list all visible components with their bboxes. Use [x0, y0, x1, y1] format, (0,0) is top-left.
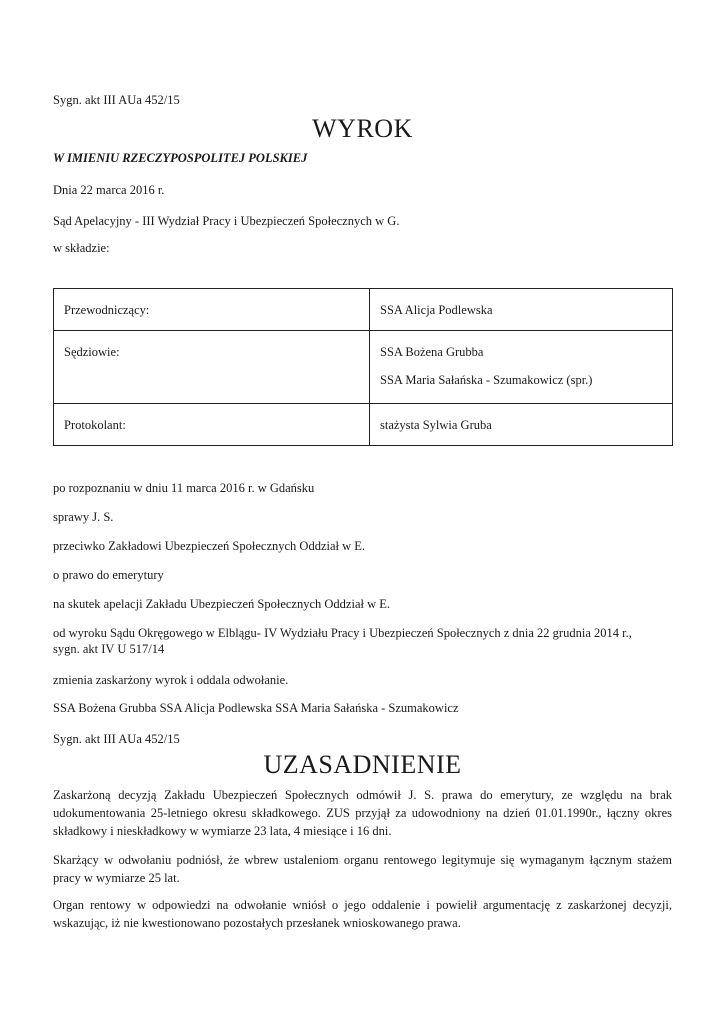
judges-signature: SSA Bożena Grubba SSA Alicja Podlewska SSA Maria Sałańska - Szumakowicz: [53, 701, 459, 715]
judge-name: SSA Maria Sałańska - Szumakowicz (spr.): [380, 373, 593, 387]
role-cell: [54, 404, 370, 446]
names-cell: [370, 404, 673, 446]
judgment-subtitle: W IMIENIU RZECZYPOSPOLITEJ POLSKIEJ: [53, 151, 308, 165]
appeal-text: na skutek apelacji Zakładu Ubezpieczeń Społecznych Oddział w E.: [53, 597, 391, 611]
judgment-date: Dnia 22 marca 2016 r.: [53, 183, 165, 197]
case-signature: Sygn. akt III AUa 452/15: [53, 93, 180, 107]
judgment-title: WYROK: [312, 114, 413, 143]
role-label: Sędziowie:: [64, 345, 120, 359]
subject-text: o prawo do emerytury: [53, 568, 164, 582]
role-label: Przewodniczący:: [64, 303, 150, 317]
court-composition-table: [53, 288, 673, 446]
composition-label: w składzie:: [53, 241, 110, 255]
judge-name: SSA Bożena Grubba: [380, 345, 484, 359]
judgment-reference: [53, 625, 672, 657]
role-cell: [54, 331, 370, 404]
judge-name: SSA Alicja Podlewska: [380, 303, 493, 317]
justification-signature: Sygn. akt III AUa 452/15: [53, 732, 180, 746]
names-cell: [370, 289, 673, 331]
judgment-reference-line-1: od wyroku Sądu Okręgowego w Elblągu- IV Wydziału Pracy i Ubezpieczeń Społecznych z dnia 22 grudnia 2014 r.,: [53, 626, 632, 640]
case-text: sprawy J. S.: [53, 510, 114, 524]
role-cell: [54, 289, 370, 331]
justification-paragraph: Organ rentowy w odpowiedzi na odwołanie wniósł o jego oddalenie i powielił argumentację z zaskarżonej decyzji, wskazując, iż nie kwestionowano pozostałych przesłanek wnioskowanego prawa.: [53, 898, 672, 930]
hearing-text: po rozpoznaniu w dniu 11 marca 2016 r. w Gdańsku: [53, 481, 315, 495]
justification-title: UZASADNIENIE: [263, 750, 462, 779]
justification-paragraph: Zaskarżoną decyzją Zakładu Ubezpieczeń Społecznych odmówił J. S. prawa do emerytury, ze względu na brak udokumentowania 25-letniego okresu składkowego. ZUS przyjął za udowodniony na dzień 01.01.1990r., łączny okres składkowy i nieskładkowy w wymiarze 23 lata, 4 miesiące i 16 dni.: [53, 788, 672, 838]
role-label: Protokolant:: [64, 418, 126, 432]
table-row: [54, 289, 673, 331]
table-row: [54, 404, 673, 446]
clerk-name: stażysta Sylwia Gruba: [380, 418, 492, 432]
table-row: [54, 331, 673, 404]
justification-paragraph: Skarżący w odwołaniu podniósł, że wbrew ustaleniom organu rentowego legitymuje się wymaganym łącznym stażem pracy w wymiarze 25 lat.: [53, 853, 672, 885]
judgment-reference-line-2: sygn. akt IV U 517/14: [53, 642, 165, 656]
ruling-text: zmienia zaskarżony wyrok i oddala odwołanie.: [53, 673, 289, 687]
against-text: przeciwko Zakładowi Ubezpieczeń Społecznych Oddział w E.: [53, 539, 366, 553]
names-cell: [370, 331, 673, 404]
court-name: Sąd Apelacyjny - III Wydział Pracy i Ubezpieczeń Społecznych w G.: [53, 214, 400, 228]
